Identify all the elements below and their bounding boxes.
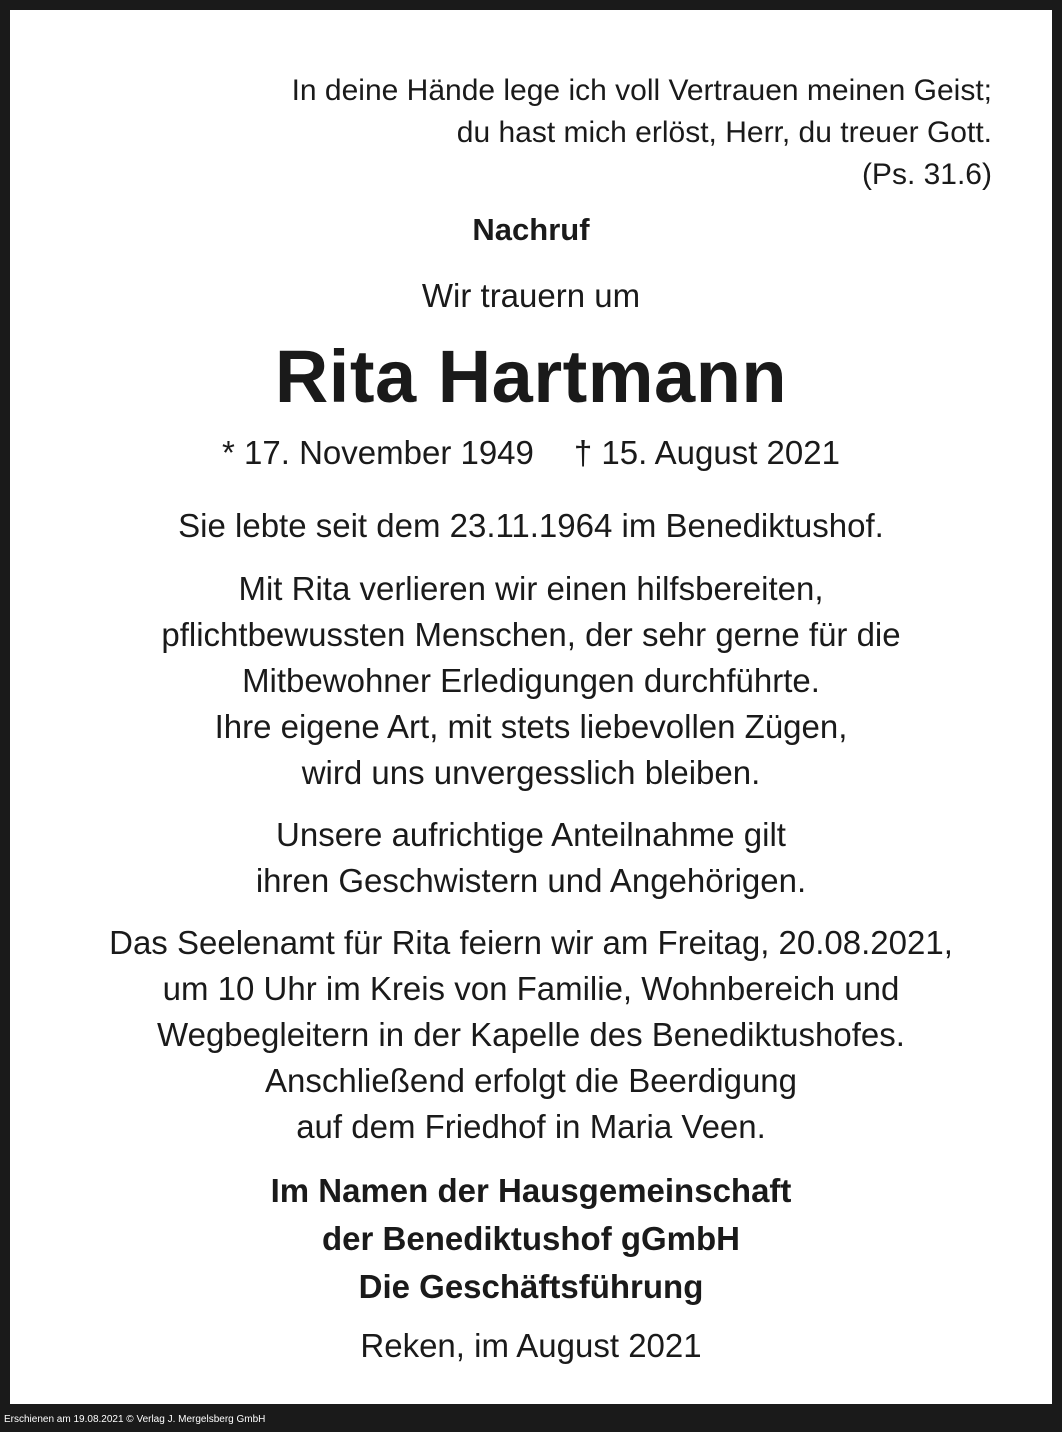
intro-text: Wir trauern um xyxy=(421,277,641,314)
publication-footer: Erschienen am 19.08.2021 © Verlag J. Mergelsberg GmbH xyxy=(4,1414,266,1425)
paragraph-line: um 10 Uhr im Kreis von Familie, Wohnbereich und xyxy=(162,970,900,1007)
verse-reference: (Ps. 31.6) xyxy=(861,158,992,191)
obituary-heading: Nachruf xyxy=(472,212,590,247)
obituary-page xyxy=(10,10,1052,1404)
signature-line: Die Geschäftsführung xyxy=(358,1268,704,1305)
paragraph-line: Wegbegleitern in der Kapelle des Benediktushofes. xyxy=(157,1016,905,1053)
place-date: Reken, im August 2021 xyxy=(360,1327,702,1364)
verse-line: In deine Hände lege ich voll Vertrauen meinen Geist; xyxy=(291,74,992,107)
residence-paragraph xyxy=(10,503,1052,549)
paragraph-line: wird uns unvergesslich bleiben. xyxy=(301,754,761,791)
paragraph-line: Mit Rita verlieren wir einen hilfsbereiten, xyxy=(238,570,824,607)
paragraph-line: Unsere aufrichtige Anteilnahme gilt xyxy=(276,816,786,853)
birth-date: * 17. November 1949 xyxy=(222,434,534,471)
paragraph-line: pflichtbewussten Menschen, der sehr gerne für die xyxy=(161,616,901,653)
paragraph-line: Sie lebte seit dem 23.11.1964 im Benediktushof. xyxy=(178,507,884,544)
signature-block xyxy=(10,1167,1052,1311)
paragraph-line: ihren Geschwistern und Angehörigen. xyxy=(255,862,807,899)
verse-line: du hast mich erlöst, Herr, du treuer Gott. xyxy=(456,116,992,149)
signature-line: der Benediktushof gGmbH xyxy=(321,1220,741,1257)
paragraph-line: Mitbewohner Erledigungen durchführte. xyxy=(242,662,820,699)
paragraph-line: Anschließend erfolgt die Beerdigung xyxy=(264,1062,797,1099)
deceased-name: Rita Hartmann xyxy=(274,335,788,418)
death-date: † 15. August 2021 xyxy=(573,434,840,471)
paragraph-line: Das Seelenamt für Rita feiern wir am Freitag, 20.08.2021, xyxy=(109,924,953,961)
condolence-paragraph xyxy=(10,812,1052,904)
service-paragraph xyxy=(10,920,1052,1150)
life-dates xyxy=(10,434,1052,472)
signature-line: Im Namen der Hausgemeinschaft xyxy=(270,1172,792,1209)
bible-verse xyxy=(292,70,992,196)
tribute-paragraph xyxy=(10,566,1052,796)
paragraph-line: Ihre eigene Art, mit stets liebevollen Zügen, xyxy=(214,708,848,745)
paragraph-line: auf dem Friedhof in Maria Veen. xyxy=(296,1108,766,1145)
